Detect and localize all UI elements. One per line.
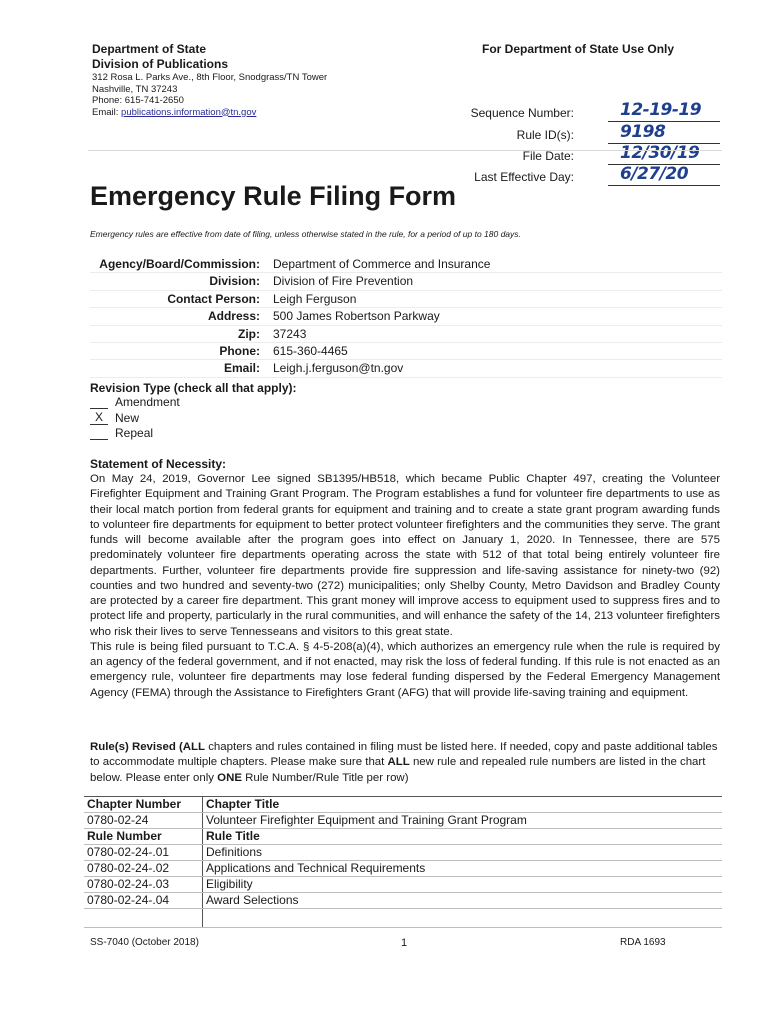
department-email bbox=[92, 107, 412, 119]
effective-note: Emergency rules are effective from date of filing, unless otherwise stated in the rule, for a period of up to 180 days. bbox=[90, 229, 521, 239]
new-label: New bbox=[115, 410, 140, 425]
address-row bbox=[90, 308, 722, 325]
revision-option-amendment[interactable] bbox=[90, 395, 297, 411]
table-row bbox=[84, 861, 722, 877]
email-row bbox=[90, 360, 722, 377]
address-label: Address: bbox=[207, 309, 260, 324]
file-date-value: 12/30/19 bbox=[620, 143, 700, 163]
revision-type bbox=[90, 381, 297, 442]
emphasis: ALL bbox=[182, 741, 206, 753]
rules-revised-instructions bbox=[90, 740, 720, 786]
table-row bbox=[84, 877, 722, 893]
emphasis: ALL bbox=[387, 756, 410, 769]
rules-table bbox=[84, 796, 722, 928]
page-number: 1 bbox=[401, 937, 408, 949]
rule-ids-value: 9198 bbox=[620, 122, 666, 142]
rules-revised-text: Rule(s) Revised ( bbox=[90, 741, 183, 753]
table-row bbox=[84, 893, 722, 909]
division-name: Division of Publications bbox=[92, 57, 229, 71]
rule-title-cell: Eligibility bbox=[203, 877, 723, 893]
checkbox-repeal[interactable] bbox=[90, 426, 108, 440]
email-value: Leigh.j.ferguson@tn.gov bbox=[273, 361, 404, 376]
zip-row bbox=[90, 326, 722, 343]
form-id: SS-7040 (October 2018) bbox=[90, 937, 199, 948]
phone-value: 615-360-4465 bbox=[273, 343, 348, 358]
state-use-title: For Department of State Use Only bbox=[482, 42, 675, 56]
contact-label: Contact Person: bbox=[167, 291, 260, 306]
zip-label: Zip: bbox=[238, 326, 260, 341]
underline bbox=[608, 185, 720, 186]
necessity-paragraph-2: This rule is being filed pursuant to T.C.A. § 4-5-208(a)(4), which authorizes an emergency rule when the rule is required by an agency of the federal government, and if not enacted, may risk the loss of federal funding. If this rule is not enacted as an emergency rule, volunteer fire departments may lose federal funding dispersed by the Federal Emergency Management Agency (FEMA) through the Assistance to Firefighters Grant (AFG) that will provide life-saving training and equipment. bbox=[90, 640, 720, 699]
revision-heading: Revision Type (check all that apply): bbox=[90, 381, 297, 395]
checkbox-amendment[interactable] bbox=[90, 395, 108, 409]
sequence-number-label: Sequence Number: bbox=[470, 106, 574, 120]
checkbox-new[interactable]: X bbox=[90, 411, 108, 425]
table-row bbox=[84, 813, 722, 829]
rule-number-cell: 0780-02-24-.02 bbox=[84, 861, 203, 877]
department-phone: Phone: 615-741-2650 bbox=[92, 95, 184, 106]
rda-number: RDA 1693 bbox=[620, 937, 666, 948]
division-row bbox=[90, 273, 722, 290]
contact-row bbox=[90, 291, 722, 308]
rule-number-cell: 0780-02-24-.03 bbox=[84, 877, 203, 893]
table-row bbox=[84, 829, 722, 845]
zip-value: 37243 bbox=[273, 326, 307, 341]
last-effective-field bbox=[470, 166, 720, 188]
rule-number-cell: 0780-02-24-.04 bbox=[84, 893, 203, 909]
department-city: Nashville, TN 37243 bbox=[92, 83, 178, 95]
file-date-label: File Date: bbox=[522, 149, 574, 163]
rule-ids-label: Rule ID(s): bbox=[516, 128, 574, 142]
email-label: Email: bbox=[92, 106, 122, 118]
rule-title-cell: Award Selections bbox=[203, 893, 723, 909]
table-row bbox=[84, 909, 722, 928]
department-header bbox=[92, 42, 412, 118]
last-effective-label: Last Effective Day: bbox=[474, 170, 574, 184]
rule-title-cell: Applications and Technical Requirements bbox=[203, 861, 723, 877]
rule-title-cell: Definitions bbox=[203, 845, 723, 861]
sequence-number-value: 12-19-19 bbox=[620, 100, 702, 120]
department-name: Department of State bbox=[92, 42, 207, 56]
revision-option-new[interactable] bbox=[90, 411, 297, 427]
division-value: Division of Fire Prevention bbox=[273, 274, 414, 289]
table-row bbox=[84, 845, 722, 861]
empty-cell bbox=[203, 909, 723, 928]
table-row bbox=[84, 797, 722, 813]
chapter-title-cell: Volunteer Firefighter Equipment and Training Grant Program bbox=[203, 813, 723, 829]
rule-number-cell: 0780-02-24-.01 bbox=[84, 845, 203, 861]
department-address: 312 Rosa L. Parks Ave., 8th Floor, Snodgrass/TN Tower bbox=[92, 72, 328, 83]
chapter-number-header: Chapter Number bbox=[84, 797, 203, 813]
email-label: Email: bbox=[223, 361, 260, 376]
agency-row bbox=[90, 256, 722, 273]
page-title: Emergency Rule Filing Form bbox=[90, 181, 457, 211]
repeal-label: Repeal bbox=[115, 426, 154, 440]
rules-revised-text: chapters and rules contained in filing must be listed here. If needed, copy and paste additional tables to accommodate multiple chapters. Please make sure that bbox=[90, 741, 718, 769]
revision-option-repeal[interactable] bbox=[90, 426, 297, 442]
statement-of-necessity bbox=[90, 457, 720, 701]
agency-label: Agency/Board/Commission: bbox=[99, 257, 260, 271]
sequence-number-field bbox=[470, 102, 720, 124]
amendment-label: Amendment bbox=[115, 395, 180, 409]
rule-title-header: Rule Title bbox=[203, 829, 723, 845]
phone-label: Phone: bbox=[219, 343, 260, 358]
agency-value: Department of Commerce and Insurance bbox=[273, 257, 491, 271]
agency-info bbox=[90, 256, 722, 378]
last-effective-value: 6/27/20 bbox=[620, 164, 689, 184]
division-label: Division: bbox=[209, 274, 260, 289]
rule-number-header: Rule Number bbox=[84, 829, 203, 845]
divider bbox=[88, 150, 722, 151]
rules-revised-text: new rule and repealed rule numbers are listed in the chart below. Please enter only bbox=[90, 756, 706, 784]
email-link[interactable]: publications.information@tn.gov bbox=[121, 106, 257, 118]
empty-cell bbox=[84, 909, 203, 928]
rules-revised-text: Rule Number/Rule Title per row) bbox=[241, 771, 409, 784]
emphasis: ONE bbox=[217, 771, 242, 784]
address-value: 500 James Robertson Parkway bbox=[273, 309, 440, 324]
chapter-title-header: Chapter Title bbox=[203, 797, 723, 813]
necessity-heading: Statement of Necessity: bbox=[90, 457, 227, 471]
chapter-number-cell: 0780-02-24 bbox=[84, 813, 203, 829]
contact-value: Leigh Ferguson bbox=[273, 291, 357, 306]
necessity-paragraph-1: On May 24, 2019, Governor Lee signed SB1395/HB518, which became Public Chapter 497, creating the Volunteer Firefighter Equipment and Training Grant Program. The Program establishes a fund for volunteer fire departments to use as their local match portion from federal grants for equipment and training and to create a state grant program awarding funds to volunteer fire departments for equipment to better protect volunteer firefighters and the communities they serve. The grant funds will become available after the program goes into effect on January 1, 2020. In Tennessee, there are 575 predominately volunteer fire departments operating across the state with 512 of that total being entirely volunteer fire departments. Further, volunteer fire departments provide fire suppression and life-saving assistance for ninety-two (92) counties and two hundred and seventy-two (272) municipalities; only Shelby County, Metro Davidson and Bradley County are protected by a career fire department. This grant money will improve access to equipment used to suppress fires and to protect life and property, particularly in the rural communities, and will enhance the safety of the 14, 213 volunteer firefighters who risk their lives to serve Tennesseans and visitors to this great state. bbox=[90, 473, 720, 638]
phone-row bbox=[90, 343, 722, 360]
